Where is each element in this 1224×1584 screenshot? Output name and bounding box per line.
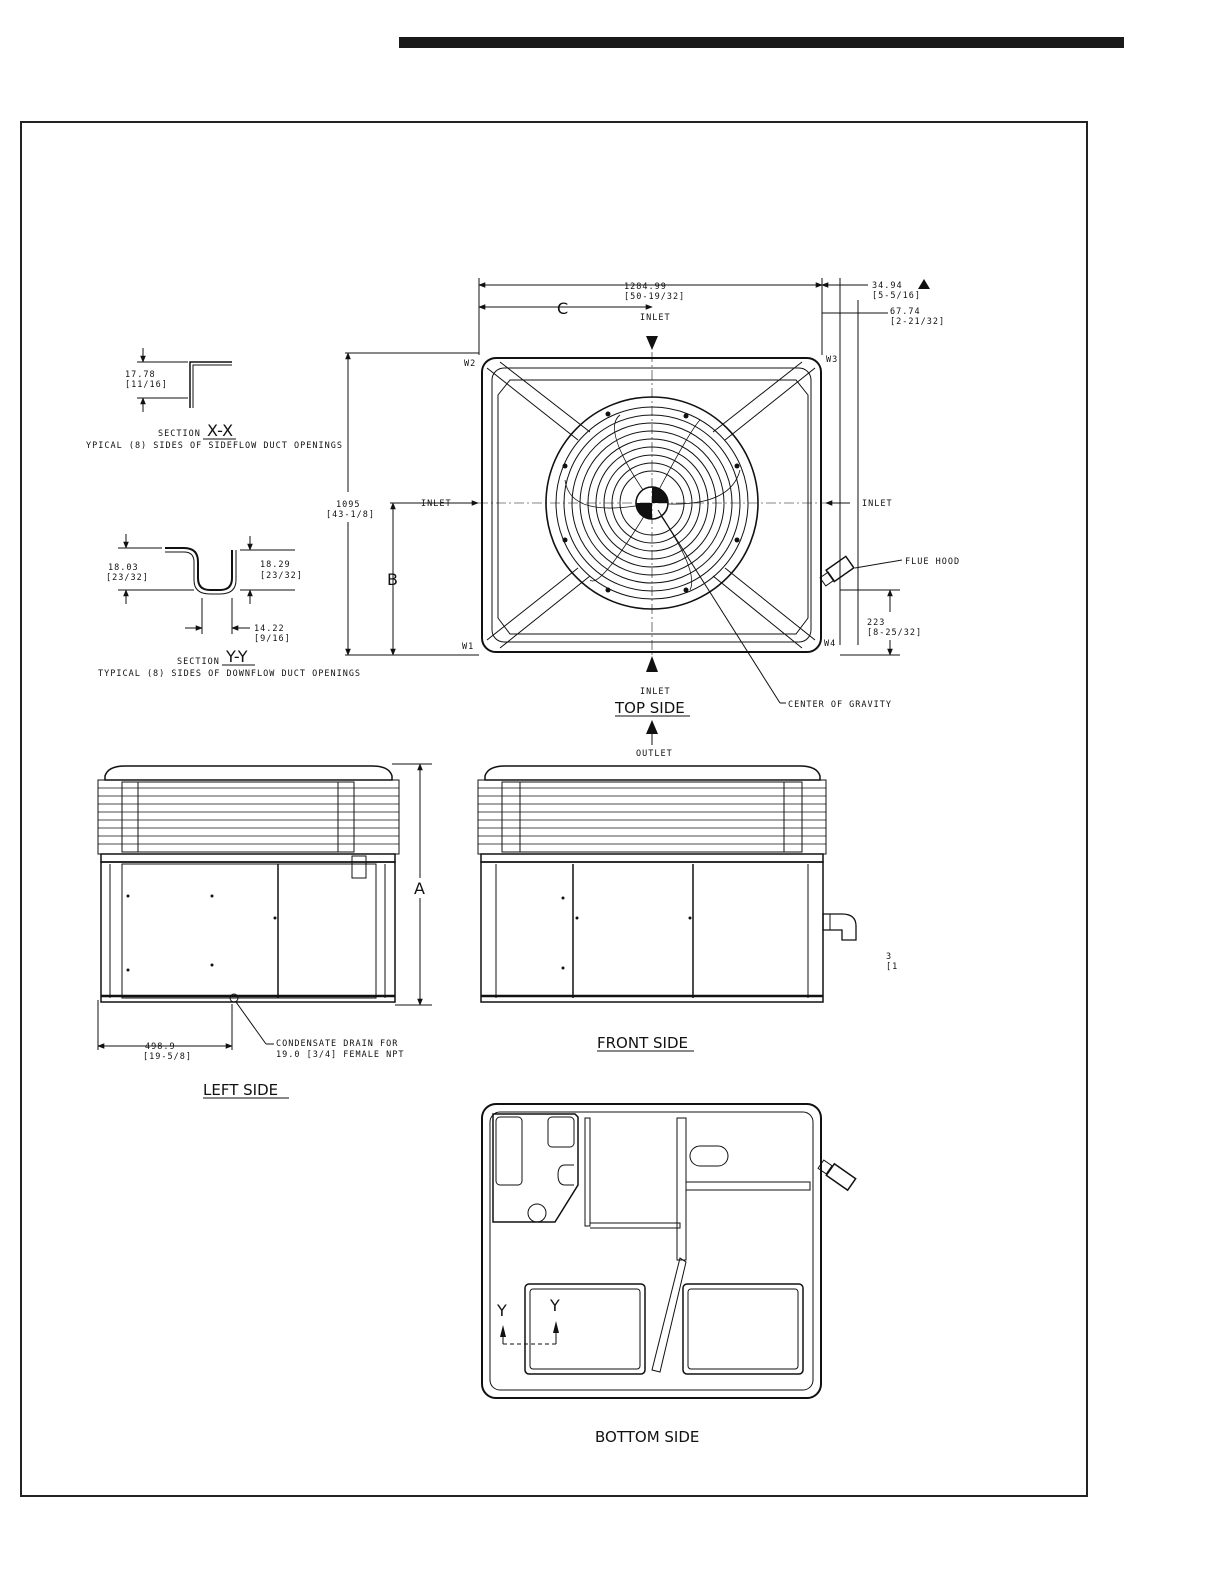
d34-mm: 34.94 xyxy=(872,281,903,291)
dim-a-label: A xyxy=(414,879,425,898)
bottom-flue-hood-icon xyxy=(818,1160,856,1190)
yy-dim1-mm: 18.03 xyxy=(108,563,139,573)
cog-label: CENTER OF GRAVITY xyxy=(788,700,892,710)
drain-label-1: CONDENSATE DRAIN FOR xyxy=(276,1039,399,1049)
front-side-view xyxy=(478,766,898,1052)
inlet-top-arrow-icon xyxy=(646,336,658,350)
section-xx xyxy=(86,348,343,451)
section-arrow-right-icon xyxy=(553,1321,559,1333)
d34-in: [5-5/16] xyxy=(872,291,921,301)
corner-w1: W1 xyxy=(462,642,475,652)
depth-dim-mm: 1095 xyxy=(336,500,361,510)
d67-mm: 67.74 xyxy=(890,307,921,317)
top-side-title: TOP SIDE xyxy=(615,699,685,717)
inlet-top-label: INLET xyxy=(640,313,671,323)
yy-dim3-mm: 14.22 xyxy=(254,624,285,634)
width-dim-in: [50-19/32] xyxy=(624,292,686,302)
inlet-left-label: INLET xyxy=(421,499,452,509)
dim-c-label: C xyxy=(557,299,569,318)
section-yy xyxy=(98,534,361,679)
inlet-right-label: INLET xyxy=(862,499,893,509)
section-yy-desc: TYPICAL (8) SIDES OF DOWNFLOW DUCT OPENINGS xyxy=(98,669,362,679)
bottom-side-view xyxy=(482,1104,856,1446)
flue-dim-in: [8-25/32] xyxy=(867,628,923,638)
outlet-arrow-icon xyxy=(646,720,658,734)
section-xx-desc: YPICAL (8) SIDES OF SIDEFLOW DUCT OPENINGS xyxy=(86,441,343,451)
cutoff-text-2: [1 xyxy=(886,962,899,972)
section-mark-y-left: Y xyxy=(497,1301,507,1320)
section-yy-word: SECTION xyxy=(177,657,220,667)
depth-dim-in: [43-1/8] xyxy=(326,510,375,520)
section-xx-id: X-X xyxy=(207,421,234,440)
corner-w4: W4 xyxy=(824,639,837,649)
xx-dim-in: [11/16] xyxy=(125,380,168,390)
d67-in: [2-21/32] xyxy=(890,317,946,327)
dim-b-label: B xyxy=(387,570,398,589)
left-side-title: LEFT SIDE xyxy=(203,1081,279,1099)
drain-dim-mm: 498.9 xyxy=(145,1042,176,1052)
flue-hood-label: FLUE HOOD xyxy=(905,557,961,567)
section-mark-y-right: Y xyxy=(550,1296,560,1315)
section-arrow-left-icon xyxy=(500,1325,506,1337)
revision-triangle-icon xyxy=(918,279,930,289)
bottom-side-title: BOTTOM SIDE xyxy=(595,1428,700,1446)
yy-dim1-in: [23/32] xyxy=(106,573,149,583)
left-side-view xyxy=(98,764,432,1099)
section-xx-word: SECTION xyxy=(158,429,201,439)
cutoff-text-1: 3 xyxy=(886,952,893,962)
inlet-bottom-arrow-icon xyxy=(646,656,658,672)
flue-dim-mm: 223 xyxy=(867,618,886,628)
flue-pipe-icon xyxy=(823,914,856,940)
yy-dim2-mm: 18.29 xyxy=(260,560,291,570)
corner-w2: W2 xyxy=(464,359,477,369)
corner-w3: W3 xyxy=(826,355,839,365)
xx-dim-mm: 17.78 xyxy=(125,370,156,380)
top-side-view xyxy=(326,278,960,759)
inlet-bottom-label: INLET xyxy=(640,687,671,697)
front-side-title: FRONT SIDE xyxy=(597,1034,688,1052)
drain-label-2: 19.0 [3/4] FEMALE NPT xyxy=(276,1050,405,1060)
yy-dim3-in: [9/16] xyxy=(254,634,291,644)
outlet-label: OUTLET xyxy=(636,749,673,759)
yy-dim2-in: [23/32] xyxy=(260,571,303,581)
section-yy-id: Y-Y xyxy=(226,647,248,666)
drain-dim-in: [19-5/8] xyxy=(143,1052,192,1062)
width-dim-mm: 1284.99 xyxy=(624,282,667,292)
flue-hood-icon xyxy=(820,556,854,586)
